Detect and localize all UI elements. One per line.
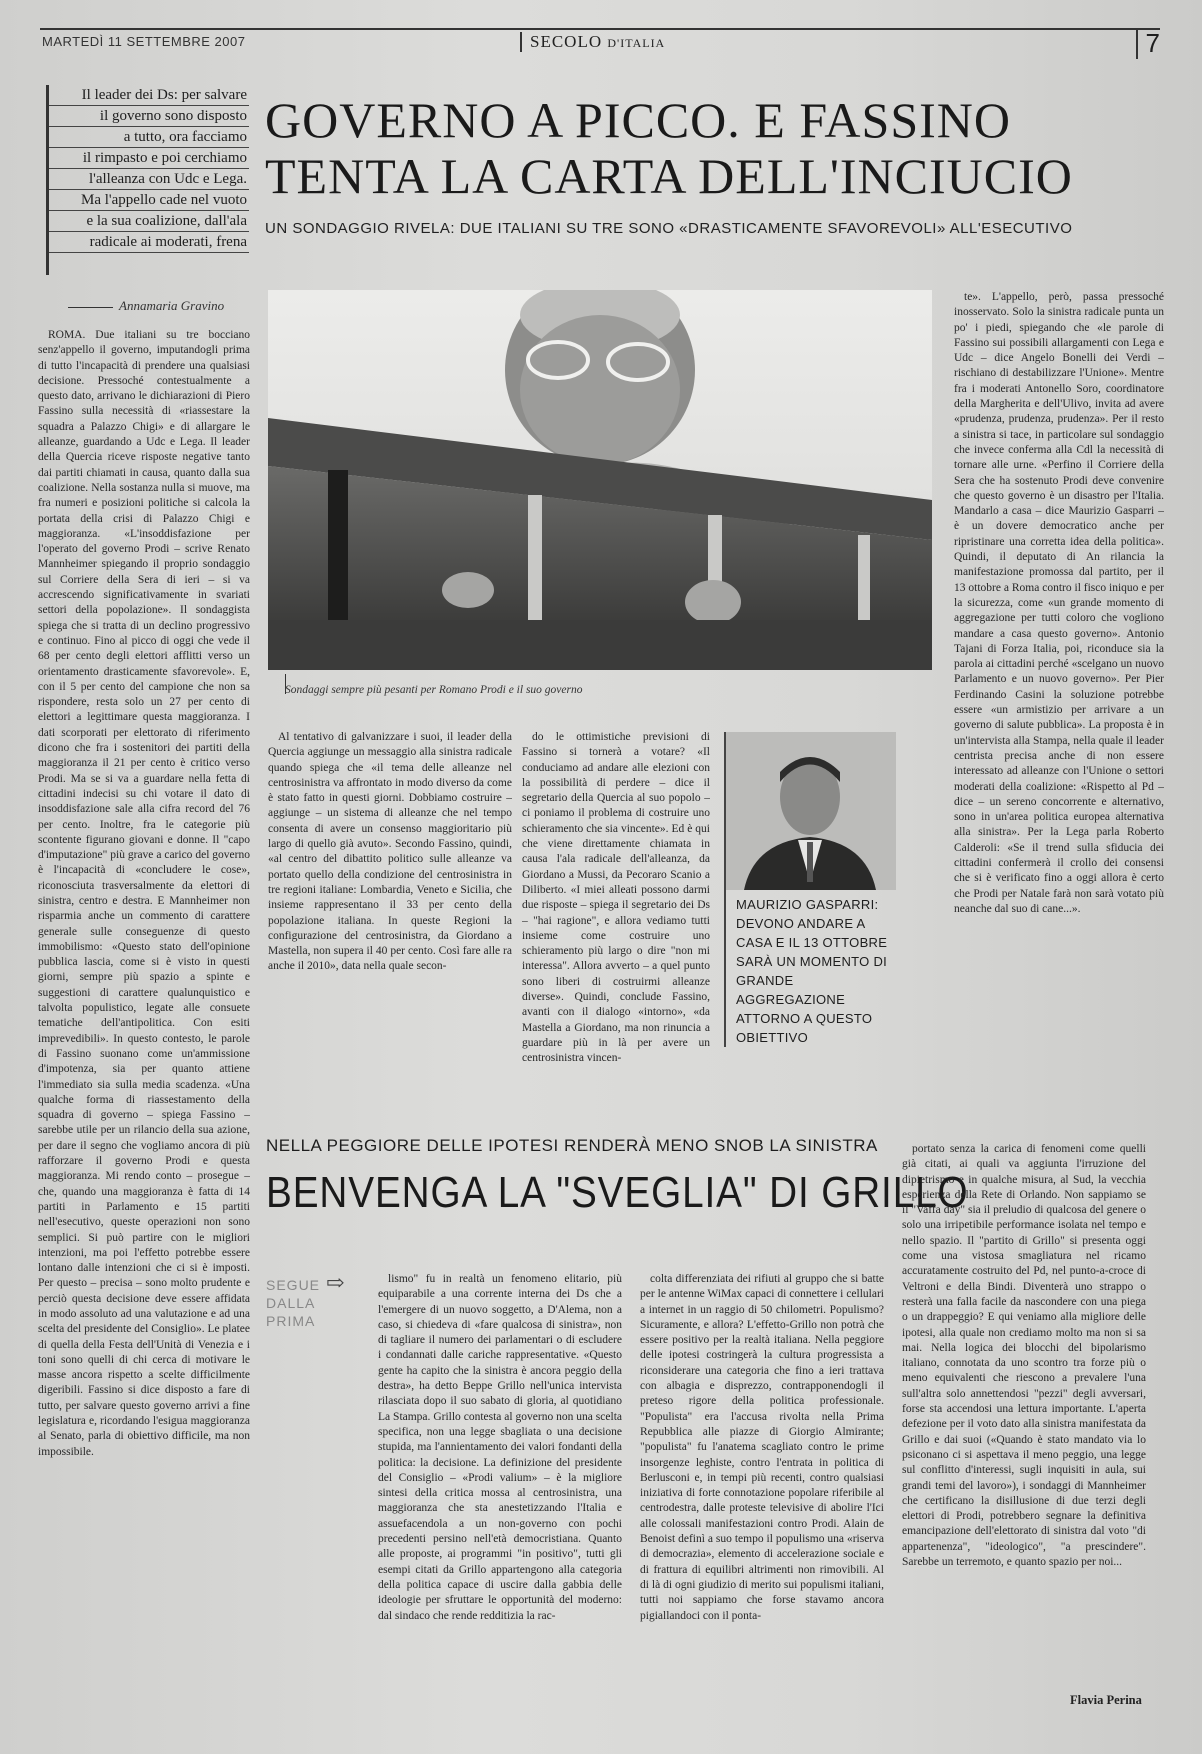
issue-date: MARTEDÌ 11 SETTEMBRE 2007 (42, 34, 246, 49)
kicker-line: radicale ai moderati, frena (49, 232, 249, 253)
photo-caption: Sondaggi sempre più pesanti per Romano Prodi e il suo governo (285, 684, 583, 696)
column-text: colta differenziata dei rifiuti al gruppo che si batte per le antenne WiMax capaci di connettere i cellulari a internet in un raggio di 50 chilometri. Populismo? Sicuramente, e allora? L'effetto-Grillo non potrà che essere positivo per la realtà italiana. Nella peggiore delle ipotesi costringerà la cultura progressista a riconsiderare una categoria che fino a ieri trattava con albagia e disprezzo, contrapponendogli il preteso rigore della politica professionale. "Populista" era l'accusa rivolta nella Prima Repubblica alle piazze di Giorgio Almirante; "populista" fu l'anatema scagliato contro le prime insorgenze leghiste, contro l'entrata in politica di Berlusconi e, in tempi più recenti, contro qualsiasi iniziativa di forte connotazione popolare riferibile al centrodestra, dalle proteste televisive di abolire l'Ici alle colossali manifestazioni contro Prodi. Alain de Benoist definì a suo tempo il populismo una «riserva di democrazia», elemento di accelerazione sociale e di frattura di equilibri altrimenti non rimovibili. Al di là di ogni giudizio di merito sui populismi italiani, tutti noi sappiamo che forse stavamo ancora pigiallandoci con il ponta- (640, 1273, 884, 1622)
kicker-line: il governo sono disposto (49, 106, 249, 127)
kicker-line: Ma l'appello cade nel vuoto (49, 190, 249, 211)
gasparri-illustration (724, 732, 896, 890)
kicker-line: Il leader dei Ds: per salvare (49, 85, 249, 106)
segue-label: SEGUE DALLA PRIMA (266, 1277, 321, 1329)
gasparri-photo (724, 732, 896, 890)
kicker-line: e la sua coalizione, dall'ala (49, 211, 249, 232)
second-story-column-3 (902, 1142, 1146, 1698)
story-kicker (46, 85, 251, 275)
column-text: portato senza la carica di fenomeni come quelli già citati, ai quali va aggiunta l'irruzione del dipietrismo e in qualche misura, al Sud, la vecchia esperienza della Rete di Orlando. Non sappiamo se il "Vaffa day" sia il preludio di qualcosa del genere o solo una irripetibile performance isolata nel tempo e nello spazio. Il "partito di Grillo" si presenta oggi come una vistosa smagliatura nel ricamo accuratamente costruito del Pd, nel punto-a-croce di Veltroni e della Bindi. Diventerà uno strappo o resterà una falla facile da nascondere con una piega o un drappeggio? E qui veniamo alla migliore delle ipotesi, alla quale non crediamo molto ma non si sa mai. Nella logica dei blocchi del bipolarismo italiano, connotata da uno scontro tra forze più o meno equivalenti che riescono a prevalere l'una sull'altra solo annettendosi "pezzi" degli avversari, forse sta accendosi una lettura importante. L'aperta defezione per il voto dato alla sinistra manifestata da Grillo e dai suoi («Quando è stato mandato via lo psiconano ci si aspettava il meno peggio, una legge sul conflitto d'interessi, sugli inquisiti in aula, sui grandi temi del lavoro»), i sondaggi di Mannheimer che certificano la disillusione di due terzi degli elettori di Prodi, potrebbero segnare la definitiva emancipazione dell'elettorato di sinistra dal voto "di appartenenza", "ideologico", "a prescindere". Sarebbe un terremoto, e quanto spazio per noi... (902, 1143, 1146, 1569)
page-header (40, 20, 1160, 58)
column-text: Al tentativo di galvanizzare i suoi, il leader della Quercia aggiunge un messaggio alla sinistra radicale quando spiega che «il tema delle alleanze nel centrosinistra va affrontato in modo diverso da come è stato fatto in questi giorni. Dobbiamo costruire – aggiunge – un sistema di alleanze che nel tempo consenta di avere un consenso maggioritario più largo di quello già avuto». Secondo Fassino, quindi, «al centro del dibattito politico sulle alleanze va portato quello della condizione del centrosinistra in tre regioni italiane: Lombardia, Veneto e Sicilia, che insieme rappresentano il 33 per cento della popolazione italiana. In queste Regioni la configurazione del centrosinistra, da Giordano a Mastella, non supera il 40 per cento. Così fare alle ra anche il 2010», data nella quale secon- (268, 731, 512, 973)
kicker-line: a tutto, ora facciamo (49, 127, 249, 148)
masthead-subtitle: D'ITALIA (607, 36, 666, 50)
inset-rule (724, 732, 726, 1047)
main-headline (265, 92, 1165, 204)
article-column-2 (268, 730, 512, 1110)
article-column-3 (522, 730, 710, 1110)
second-story-kicker: NELLA PEGGIORE DELLE IPOTESI RENDERÀ MENO SNOB LA SINISTRA (266, 1136, 878, 1155)
photo-illustration (268, 290, 932, 670)
column-text: do le ottimistiche previsioni di Fassino si tornerà a votare? «Il conduciamo ad andare alle elezioni con la possibilità di perdere – dice il segretario della Quercia al suo popolo – ci poniamo il problema di costruire uno schieramento che sia vincente». Ed è qui che viene direttamente chiamata in causa l'ala radicale dell'alleanza, da Giordano a Mussi, da Pecoraro Scanio a Diliberto. «I miei alleati possono darmi due risposte – spiega il segretario dei Ds – "hai ragione", e allora vediamo tutti insieme come costruire uno schieramento più largo o dire "non mi interessa". Allora avverto – a quel punto sono liberi di costruirmi alleanze diverse». Quindi, conclude Fassino, avanti con il dialogo «intorno», «da Mastella a Giordano, ma non rinuncia a guardare più in là per avere un centrosinistra vincen- (522, 731, 710, 1065)
column-text: ROMA. Due italiani su tre bocciano senz'appello il governo, imputandogli prima di tutto l'incapacità di prendere una qualsiasi decisione. Pressoché contestualmente a questo dato, arrivano le dichiarazioni di Piero Fassino sulla necessità di «riassestare la squadra a Palazzo Chigi» e di allargare le alleanze, guardando a Udc e Lega. Il leader della Quercia riceve risposte negative tanto dai partiti chiamati in causa, quanto dalla sua coalizione. Nella sostanza nulla si muove, ma fra numeri e posizioni politiche si calcola la portata della crisi di Palazzo Chigi e maggioranza. «L'insoddisfazione per l'operato del governo Prodi – scrive Renato Mannheimer spiegando il proprio sondaggio sul Corriere della Sera di ieri – si va accrescendo significativamente in svariati settori della popolazione». Il sondaggista spiega che si tratta di un declino progressivo e continuo. Fino al picco di oggi che vede il 68 per cento degli elettori afflitti verso un orientamento drasticamente sfavorevole». E, con il 5 per cento del campione che non sa rispondere, resta solo un 27 per cento di elettori a legittimare questa maggioranza. I dati scorporati per elettorato di riferimento dicono che fra i sostenitori dei partiti della maggioranza il 21 per cento è critico verso Prodi. Ma se si va a guardare nella fetta di cittadini indecisi su chi votare il dato di insoddisfazione sale alla cifra record del 76 per cento. Inoltre, fra le categorie più scontente figurano giovani e donne. Il "capo d'imputazione" più grave a carico del governo è l'incapacità di «concludere le cose», riconosciuta trasversalmente da elettori di sinistra, centro e destra. E Mannheimer non risparmia anche un commento di carattere generale sulle conseguenze di questo immobilismo: «Questo stato dell'opinione pubblica lascia, come si è visto in questi giorni, sempre più spazio a spinte e suggestioni di carattere qualunquistico e talvolta populistico, legate alle consuete tematiche dell'antipolitica. Con esiti imprevedibili». In questo contesto, le parole di Fassino suonano come un'ammissione d'impotenza, sia per quanto attiene l'immediato sia sulla media scadenza. «Una qualche forma di riassestamento della squadra di governo – spiega Fassino – sarebbe utile per un rilancio della sua azione, per dare il segno che vogliamo ancora di più rafforzare il governo Prodi e questa maggioranza. Mi rendo conto – prosegue – che, quando una maggioranza è fatta di 14 partiti in Parlamento e 15 partiti nell'esecutivo, queste operazioni non sono semplici. Si può partire con le migliori intenzioni, ma poi l'effetto potrebbe essere lontano dalle intenzioni che ci si è imposti. Per questo – precisa – sono molto prudente e perciò questa decisione deve essere affidata in modo assoluto ad una valutazione e ad una scelta del presidente del Consiglio». Le platee di quella della Festa dell'Unità di Venezia e i toni sono quelli di chi cerca di motivare le masse ancora rispetto a scelte difficilmente digeribili. Fassino si dice disposto a fare di tutto, per salvare questo governo arrivi a fine legislatura e, ricordando l'esigua maggioranza al Senato, parla di obiettivo difficile, ma non impossibile. (38, 329, 250, 1458)
article-column-1 (38, 328, 250, 1698)
author-signature: Flavia Perina (1070, 1693, 1142, 1707)
kicker-line: l'alleanza con Udc e Lega. (49, 169, 249, 190)
subheadline: UN SONDAGGIO RIVELA: DUE ITALIANI SU TRE SONO «DRASTICAMENTE SFAVOREVOLI» ALL'ESECUTIVO (265, 220, 1073, 237)
header-rule (40, 28, 1160, 30)
second-story-column-2 (640, 1272, 884, 1702)
kicker-line: il rimpasto e poi cerchiamo (49, 148, 249, 169)
column-text: te». L'appello, però, passa pressoché inosservato. Solo la sinistra radicale punta un po' i piedi, spiegando che «le parole di Fassino sui possibili allargamenti con Lega e Udc – dice Angelo Bonelli dei Verdi – rischiano di destabilizzare l'Unione». Mentre fra i moderati Antonello Soro, coordinatore della Margherita e dell'Ulivo, invita ad avere «prudenza, prudenza, prudenza». Per il resto a sinistra si tace, in particolare sul sondaggio che invece conferma alla Cdl la necessità di tornare alle urne. «Perfino il Corriere della Sera che ha sostenuto Prodi deve convenire che questo governo è un disastro per l'Italia. Mandarlo a casa – dice Maurizio Gasparri – è un dovere democratico anche per ripristinare una corretta idea della politica». Quindi, il deputato di An rilancia la manifestazione promossa dal partito, per il 13 ottobre a Roma contro il fisco iniquo e per la sicurezza, come «un grande momento di aggregazione per tutti coloro che vogliono mandare a casa questo governo». Antonio Tajani di Forza Italia, poi, riconduce sia la parola ai cittadini perché «scelgano un nuovo Parlamento e un nuovo governo». Per Pier Ferdinando Casini la soluzione potrebbe essere «un armistizio per arrivare a un governo di salute pubblica». La proposta è in un'intervista alla Stampa, nella quale il leader centrista precisa anche di non essere interessato ad alleanze con l'Unione o settori moderati della coalizione: «Rispetto al Pd – dice – un sereno concorrente e alternativo, sono in un'area politica europea alternativa alla sinistra». Per la Lega parla Roberto Calderoli: «Se il trend sulla sfiducia dei cittadini confermerà il crollo dei consensi che si è verificato fino a oggi allora è certo che Prodi per Natale farà non sarà votato più neanche dal suo di cane...». (954, 291, 1164, 915)
page-number: 7 (1136, 28, 1160, 59)
column-text: lismo" fu in realtà un fenomeno elitario, più equiparabile a una corrente interna dei Ds che a l'emergere di un nuovo soggetto, a D'Alema, non a caso, si chiedeva di «fare qualcosa di sinistra», non di tagliare il numero dei parlamentari o di escludere i condannati dalle cariche rappresentative. «Questo gente ha capito che la sinistra è ancora peggio della destra», ha detto Beppe Grillo nell'unica intervista rilasciata dopo il suo sabato di gloria, al quotidiano La Stampa. Grillo contesta al governo non una scelta specifica, non una legge sbagliata o una decisione stupida, ma l'annientamento dei valori fondanti della politica: la decisione. La definizione del presidente del Consiglio – «Prodi valium» – è la migliore sintesi della critica mossa al centrosinistra, una maggioranza che sta anestetizzando l'Italia e assuefacendola a un non-governo con pochi precedenti persino nell'età democristiana. Quanto alle proposte, ai programmi "in positivo", tutti gli esempi citati da Grillo appartengono alla categoria della politica capace di uscire dalla gabbia delle ideologie per sfruttare le opportunità del moderno: dal sindaco che rende redditizia la rac- (378, 1273, 622, 1622)
masthead-title: SECOLO (530, 32, 603, 51)
byline: Annamaria Gravino (68, 298, 224, 314)
second-story-headline: BENVENGA LA "SVEGLIA" DI GRILLO (266, 1168, 969, 1217)
arrow-right-icon: ⇨ (326, 1270, 345, 1295)
headline-line-1: GOVERNO A PICCO. E FASSINO (265, 92, 1012, 148)
quote-text: DEVONO ANDARE A CASA E IL 13 OTTOBRE SARÀ UN MOMENTO DI GRANDE AGGREGAZIONE ATTORNO A QUESTO OBIETTIVO (736, 916, 888, 1045)
quote-speaker: MAURIZIO GASPARRI: (736, 897, 879, 912)
masthead (520, 32, 665, 52)
pull-quote (736, 895, 896, 1047)
second-story-column-1 (378, 1272, 622, 1702)
article-column-4 (954, 290, 1164, 1110)
prodi-photo (268, 290, 932, 670)
headline-line-2: TENTA LA CARTA DELL'INCIUCIO (265, 148, 1073, 204)
